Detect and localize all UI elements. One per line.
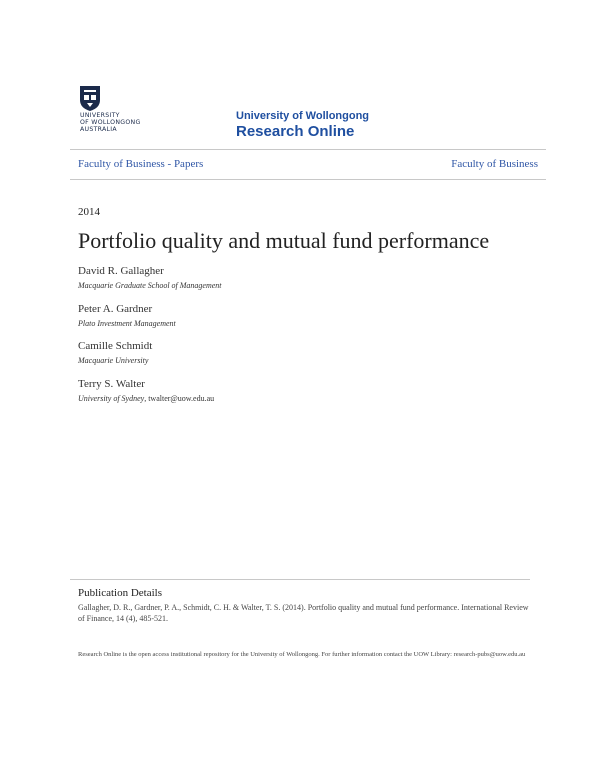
- author-name: Peter A. Gardner: [78, 303, 153, 315]
- repository-university[interactable]: University of Wollongong: [236, 110, 370, 122]
- repository-footer: Research Online is the open access institutional repository for the University of Wollongong. For further information contact the UOW Library: research-pubs@uow.edu.au: [78, 651, 526, 658]
- logo-line: OF WOLLONGONG: [80, 119, 141, 126]
- author-affiliation-line: [78, 394, 214, 403]
- logo-line: UNIVERSITY: [80, 112, 120, 119]
- repository-name[interactable]: Research Online: [236, 123, 355, 140]
- author-affiliation: University of Sydney: [78, 394, 145, 403]
- author-affiliation: Macquarie Graduate School of Management: [78, 281, 222, 290]
- author-name: Camille Schmidt: [78, 340, 153, 352]
- publication-details-label: Publication Details: [78, 587, 163, 599]
- paper-title: Portfolio quality and mutual fund performance: [78, 228, 490, 253]
- publication-divider: [70, 579, 530, 580]
- author-email[interactable]: , twalter@uow.edu.au: [144, 394, 215, 403]
- publication-year: 2014: [78, 206, 100, 218]
- author-affiliation: Macquarie University: [78, 356, 149, 365]
- logo-line: AUSTRALIA: [80, 126, 117, 133]
- author-affiliation: Plato Investment Management: [78, 319, 176, 328]
- author-name: David R. Gallagher: [78, 265, 164, 277]
- nav-divider: [70, 179, 546, 180]
- author-name: Terry S. Walter: [78, 378, 145, 390]
- repository-header[interactable]: [236, 110, 369, 141]
- faculty-papers-link[interactable]: Faculty of Business - Papers: [78, 158, 204, 170]
- publication-details-text: Gallagher, D. R., Gardner, P. A., Schmidt, C. H. & Walter, T. S. (2014). Portfolio quality and mutual fund performance. International Review of Finance, 14 (4), 485-521.: [78, 603, 529, 623]
- top-divider: [70, 149, 546, 150]
- faculty-link[interactable]: Faculty of Business: [451, 158, 538, 170]
- university-logo-text: [80, 112, 141, 133]
